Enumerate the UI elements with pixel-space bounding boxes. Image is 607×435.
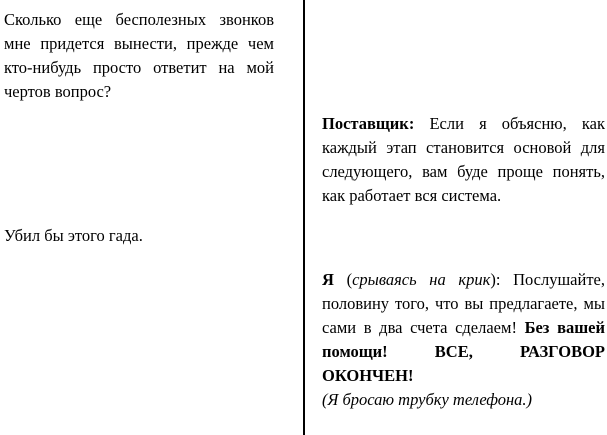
speaker-label-me: Я (322, 270, 334, 289)
right-column (322, 0, 607, 435)
column-divider (303, 0, 305, 435)
dialogue-block-me (322, 268, 605, 412)
speaker-label-supplier: Поставщик: (322, 114, 415, 133)
paren-close: ): (490, 270, 514, 289)
stage-direction-hangup: (Я бросаю трубку телефона.) (322, 390, 533, 409)
stage-direction-shouting: срываясь на крик (352, 270, 491, 289)
dialogue-block-supplier (322, 112, 605, 208)
left-paragraph-1: Сколько еще бесполезных звонков мне придется вынести, прежде чем кто-нибудь просто ответит на мой чертов вопрос? (4, 10, 274, 101)
left-paragraph-2: Убил бы этого гада. (4, 226, 143, 245)
left-column (0, 0, 282, 435)
dialogue-text-supplier: Если я объясню, как каждый этап становится основой для следующего, вам буде проще понять, как работает вся система. (322, 114, 605, 205)
paren-open: ( (333, 270, 353, 289)
dialogue-shout-me: Без вашей помощи! ВСЕ, РАЗГОВОР ОКОНЧЕН! (322, 318, 605, 385)
dialogue-text-me: Послушайте, половину того, что вы предлагаете, мы сами в два счета сделаем! (322, 270, 605, 337)
